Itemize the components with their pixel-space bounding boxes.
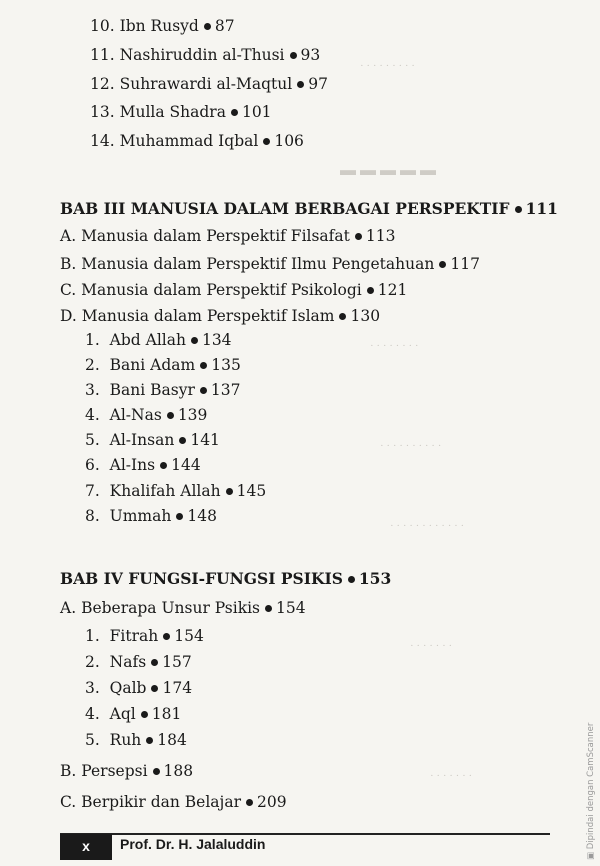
toc-entry: 10. Ibn Rusyd 87 xyxy=(90,17,235,35)
toc-entry: 13. Mulla Shadra 101 xyxy=(90,103,272,121)
page-number: x xyxy=(60,834,112,860)
toc-entry: 3. Bani Basyr 137 xyxy=(85,381,241,399)
toc-section: C. Berpikir dan Belajar 209 xyxy=(60,793,287,811)
show-through: · · · · · · · xyxy=(430,770,473,782)
toc-entry: 2. Bani Adam 135 xyxy=(85,356,241,374)
toc-entry: 5. Ruh 184 xyxy=(85,731,187,749)
toc-section: A. Manusia dalam Perspektif Filsafat 113 xyxy=(60,227,396,245)
footer-rule xyxy=(60,833,550,835)
show-through: · · · · · · · · xyxy=(370,340,419,352)
toc-entry: 3. Qalb 174 xyxy=(85,679,193,697)
show-through: · · · · · · · · · · xyxy=(380,440,442,452)
show-through: ▬ ▬ ▬ ▬ ▬ xyxy=(340,162,436,179)
toc-entry: 12. Suhrawardi al-Maqtul 97 xyxy=(90,75,328,93)
show-through: · · · · · · · xyxy=(410,640,453,652)
toc-entry: 4. Al-Nas 139 xyxy=(85,406,208,424)
toc-section: B. Persepsi 188 xyxy=(60,762,194,780)
toc-section: C. Manusia dalam Perspektif Psikologi 121 xyxy=(60,281,408,299)
camscanner-icon: ▣ xyxy=(586,851,596,860)
toc-entry: 1. Fitrah 154 xyxy=(85,627,204,645)
toc-entry: 14. Muhammad Iqbal 106 xyxy=(90,132,304,150)
chapter-heading: BAB III MANUSIA DALAM BERBAGAI PERSPEKTIF 111 xyxy=(60,199,558,218)
toc-entry: 6. Al-Ins 144 xyxy=(85,456,201,474)
toc-section: A. Beberapa Unsur Psikis 154 xyxy=(60,599,306,617)
show-through: · · · · · · · · · xyxy=(360,60,415,72)
footer-author: Prof. Dr. H. Jalaluddin xyxy=(120,836,266,852)
toc-entry: 5. Al-Insan 141 xyxy=(85,431,220,449)
chapter-heading: BAB IV FUNGSI-FUNGSI PSIKIS 153 xyxy=(60,569,392,588)
toc-entry: 1. Abd Allah 134 xyxy=(85,331,232,349)
toc-entry: 8. Ummah 148 xyxy=(85,507,217,525)
toc-entry: 7. Khalifah Allah 145 xyxy=(85,482,267,500)
toc-section: B. Manusia dalam Perspektif Ilmu Pengetahuan 117 xyxy=(60,255,480,273)
toc-section: D. Manusia dalam Perspektif Islam 130 xyxy=(60,307,381,325)
toc-entry: 4. Aql 181 xyxy=(85,705,182,723)
scanner-watermark: ▣ Dipindai dengan CamScanner xyxy=(586,722,596,860)
toc-entry: 11. Nashiruddin al-Thusi 93 xyxy=(90,46,321,64)
show-through: · · · · · · · · · · · · xyxy=(390,520,465,532)
toc-entry: 2. Nafs 157 xyxy=(85,653,192,671)
